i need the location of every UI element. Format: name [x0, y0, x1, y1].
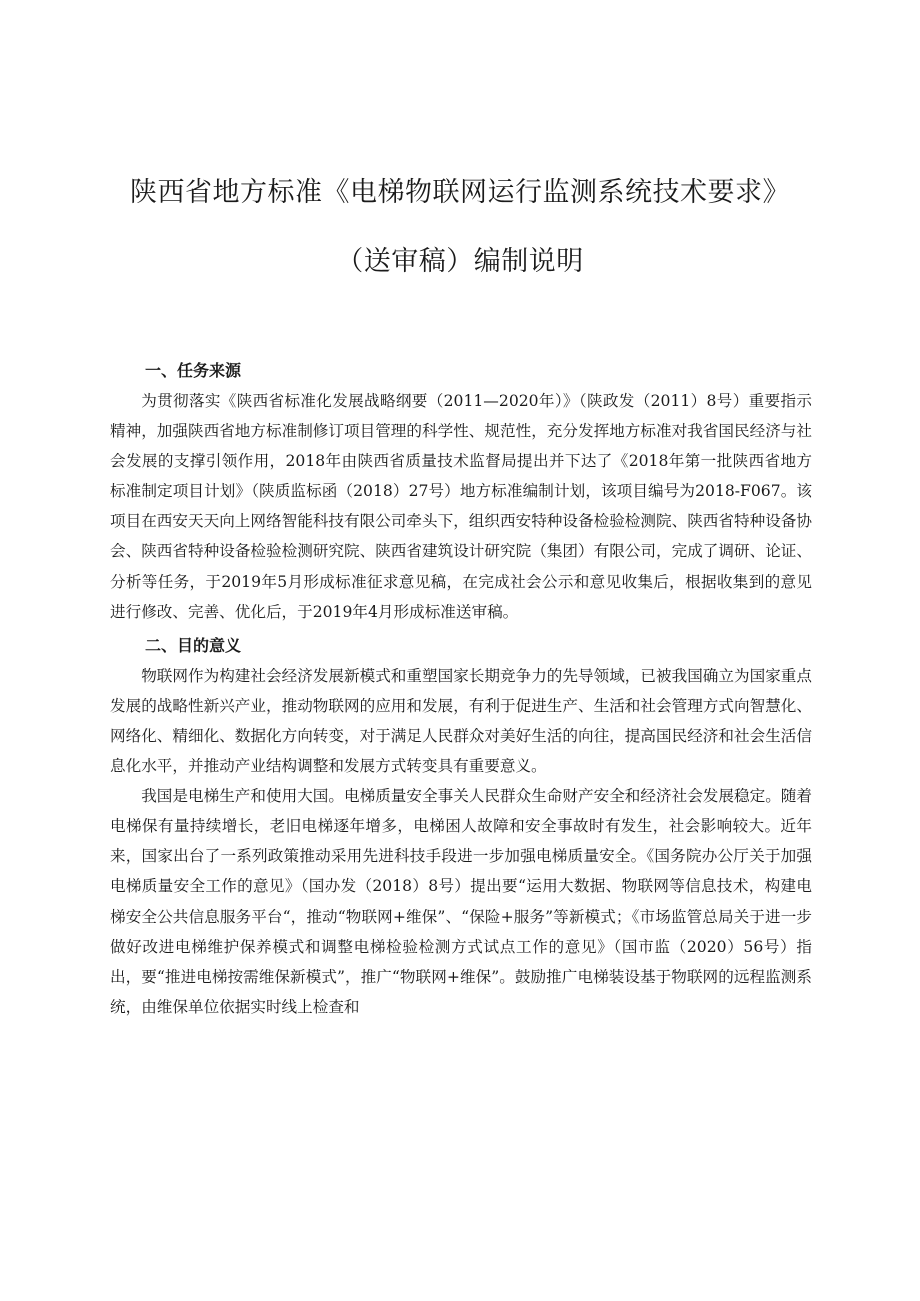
section-heading: 一、任务来源 — [145, 361, 242, 380]
section-task-source — [110, 356, 812, 627]
document-title-line2: （送审稿）编制说明 — [336, 246, 584, 277]
section-heading: 二、目的意义 — [145, 635, 242, 655]
paragraph: 为贯彻落实《陕西省标准化发展战略纲要（2011—2020年）》（陕政发（2011）8号）重要指示精神，加强陕西省地方标准制修订项目管理的科学性、规范性，充分发挥地方标准对我省国民经济与社会发展的支撑引领作用，2018年由陕西省质量技术监督局提出并下达了《2018年第一批陕西省地方标准制定项目计划》（陕质监标函（2018）27号）地方标准编制计划，该项目编号为2018-F067。该项目在西安天天向上网络智能科技有限公司牵头下，组织西安特种设备检验检测院、陕西省特种设备协会、陕西省特种设备检验检测研究院、陕西省建筑设计研究院（集团）有限公司，完成了调研、论证、分析等任务，于2019年5月形成标准征求意见稿，在完成社会公示和意见收集后，根据收集到的意见进行修改、完善、优化后，于2019年4月形成标准送审稿。 — [110, 392, 812, 621]
document-body — [110, 356, 812, 1022]
paragraph: 我国是电梯生产和使用大国。电梯质量安全事关人民群众生命财产安全和经济社会发展稳定。随着电梯保有量持续增长，老旧电梯逐年增多，电梯困人故障和安全事故时有发生，社会影响较大。近年来，国家出台了一系列政策推动采用先进科技手段进一步加强电梯质量安全。《国务院办公厅关于加强电梯质量安全工作的意见》（国办发（2018）8号）提出要“运用大数据、物联网等信息技术，构建电梯安全公共信息服务平台“，推动“物联网+维保”、“保险+服务”等新模式；《市场监管总局关于进一步做好改进电梯维护保养模式和调整电梯检验检测方式试点工作的意见》（国市监（2020）56号）指出，要“推进电梯按需维保新模式”，推广“物联网+维保”。鼓励推广电梯装设基于物联网的远程监测系统，由维保单位依据实时线上检查和 — [110, 787, 812, 1016]
paragraph: 物联网作为构建社会经济发展新模式和重塑国家长期竞争力的先导领域，已被我国确立为国家重点发展的战略性新兴产业，推动物联网的应用和发展，有利于促进生产、生活和社会管理方式向智慧化、网络化、精细化、数据化方向转变，对于满足人民群众对美好生活的向往，提高国民经济和社会生活信息化水平，并推动产业结构调整和发展方式转变具有重要意义。 — [110, 666, 812, 776]
document-title-line1: 陕西省地方标准《电梯物联网运行监测系统技术要求》 — [130, 177, 790, 208]
section-purpose-significance — [110, 631, 812, 1022]
